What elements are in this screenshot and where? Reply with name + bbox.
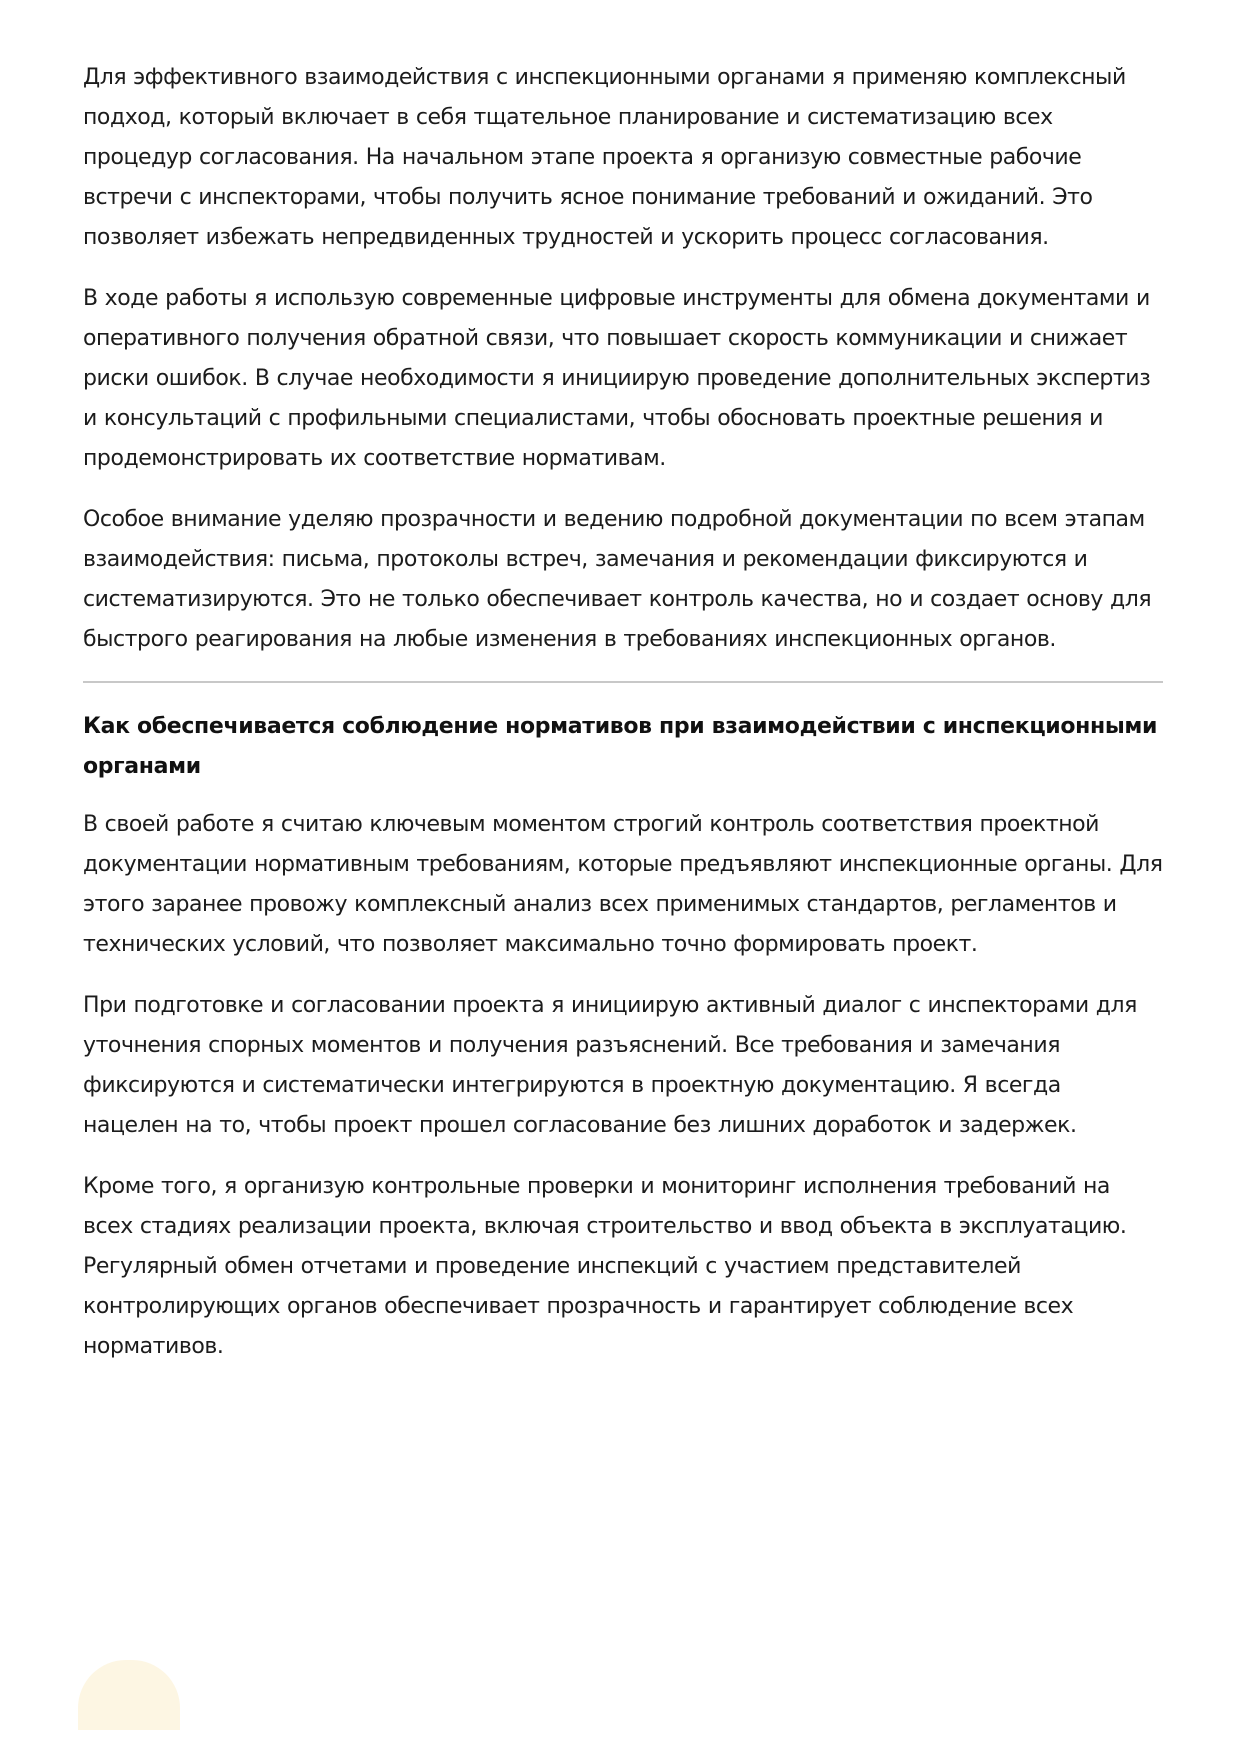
paragraph: При подготовке и согласовании проекта я инициирую активный диалог с инспекторами для уточнения спорных моментов и получения разъяснений. Все требования и замечания фиксируются и систематически интегрируются в проектную документацию. Я всегда нацелен на то, чтобы проект прошел согласование без лишних доработок и задержек. [83, 993, 1137, 1138]
paragraph: В ходе работы я использую современные цифровые инструменты для обмена документами и оперативного получения обратной связи, что повышает скорость коммуникации и снижает риски ошибок. В случае необходимости я инициирую проведение дополнительных экспертиз и консультаций с профильными специалистами, чтобы обосновать проектные решения и продемонстрировать их соответствие нормативам. [83, 286, 1151, 471]
section-divider [83, 681, 1163, 683]
decorative-blob [78, 1660, 180, 1730]
paragraph: Для эффективного взаимодействия с инспекционными органами я применяю комплексный подход, который включает в себя тщательное планирование и систематизацию всех процедур согласования. На начальном этапе проекта я организую совместные рабочие встречи с инспекторами, чтобы получить ясное понимание требований и ожиданий. Это позволяет избежать непредвиденных трудностей и ускорить процесс согласования. [83, 65, 1126, 250]
section-heading: Как обеспечивается соблюдение нормативов при взаимодействии с инспекционными органами [83, 714, 1158, 779]
paragraph: Кроме того, я организую контрольные проверки и мониторинг исполнения требований на всех стадиях реализации проекта, включая строительство и ввод объекта в эксплуатацию. Регулярный обмен отчетами и проведение инспекций с участием представителей контролирующих органов обеспечивает прозрачность и гарантирует соблюдение всех нормативов. [83, 1174, 1127, 1359]
paragraph: В своей работе я считаю ключевым моментом строгий контроль соответствия проектной документации нормативным требованиям, которые предъявляют инспекционные органы. Для этого заранее провожу комплексный анализ всех применимых стандартов, регламентов и технических условий, что позволяет максимально точно формировать проект. [83, 812, 1163, 957]
document-page [83, 58, 1163, 1388]
paragraph: Особое внимание уделяю прозрачности и ведению подробной документации по всем этапам взаимодействия: письма, протоколы встреч, замечания и рекомендации фиксируются и систематизируются. Это не только обеспечивает контроль качества, но и создает основу для быстрого реагирования на любые изменения в требованиях инспекционных органов. [83, 507, 1152, 652]
